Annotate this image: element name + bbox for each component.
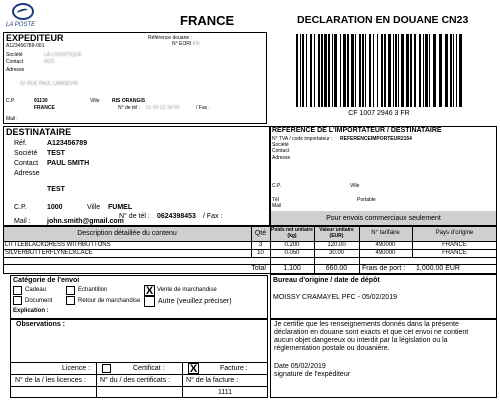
importateur-tva-label: N° TVA / code importateur : [272,136,333,142]
barcode-bar [456,34,457,107]
destinataire-mail-label: Mail : [14,218,31,225]
importateur-mail-label: Mail [272,203,282,209]
barcode-bar [388,34,391,107]
barcode-bar [429,34,430,107]
row-tarifaire: 490000 [375,242,396,248]
barcode-bar [365,34,366,107]
barcode-bar [406,34,409,107]
barcode-bar [310,34,312,107]
row-description: LITTLEBLACKDRESS WITHBUTTONS [5,242,111,248]
facture-num-label: N° de la facture : [186,377,239,384]
certificat-label: Certificat : [133,365,165,372]
vente-checkbox[interactable]: X [145,285,154,297]
barcode-bar [306,34,307,107]
expediteur-tel-label: N° de tél : [118,105,141,111]
barcode-bar [381,34,383,107]
barcode-bar [355,34,356,107]
expediteur-ville-value: RIS ORANGIS [112,98,146,104]
barcode-bar [393,34,394,107]
barcode-bar [369,34,371,107]
frais-label: Frais de port : [362,265,406,272]
certification-text: Je certifie que les renseignements donnés dans la présente déclaration en douane sont exacts et que cet envoi ne contient aucun objet dangereux ou interdit par la législation ou la réglementation postale ou douanière. [274,321,469,352]
licence-num-label: N° de la / les licences : [15,377,86,384]
eori-value: FR [193,41,200,47]
barcode-bar [328,34,330,107]
importateur-portable-label: Portable [357,197,376,203]
barcode-bar [340,34,341,107]
barcode-bar [398,34,399,107]
expediteur-fax-label: / Fax : [196,105,210,111]
total-value: 660.00 [325,265,348,272]
barcode-bar [384,34,386,107]
logo-text: LA POSTE [6,22,36,28]
destinataire-societe-value: TEST [47,150,65,157]
destinataire-ref-label: Réf. [14,140,27,147]
header-poids: Poids net unitaire (kg) [271,227,313,239]
bureau-value: MOISSY CRAMAYEL PFC - 05/02/2019 [273,294,397,301]
importateur-cp-label: C.P. [272,183,282,189]
barcode-bar [359,34,361,107]
destinataire-fax-label: / Fax : [203,213,223,220]
document-checkbox[interactable] [13,296,22,305]
header-valeur: Valeur unitaire (EUR) [319,227,354,239]
barcode-bar [314,34,315,107]
row-tarifaire: 490000 [375,250,396,256]
categorie-title: Catégorie de l'envoi [13,277,80,284]
facture-label: Facture : [220,365,248,372]
barcode-bar [433,34,436,107]
echantillon-checkbox[interactable] [66,286,75,295]
header-qte: Qté [254,230,267,237]
expediteur-account: A123456789-001 [6,43,45,49]
barcode-bar [450,34,452,107]
certification-signature: signature de l'expéditeur [274,371,351,378]
expediteur-contact-label: Contact [6,59,24,65]
barcode-bar [373,34,374,107]
destinataire-cp-value: 1000 [47,204,63,211]
barcode-bar [423,34,424,107]
licence-label: Licence : [62,365,91,372]
ref-douane-label: Référence douane : [148,35,192,41]
row-valeur: 120.00 [327,242,346,248]
barcode-bar [332,34,333,107]
row-poids: 0.200 [284,242,300,248]
cadeau-label: Cadeau [25,287,47,293]
importateur-societe-label: Société [272,142,289,148]
barcode-bar [343,34,346,107]
destinataire-tel-value: 0624398453 [157,213,196,220]
destinataire-ville-label: Ville [87,204,101,211]
barcode-bar [300,34,301,107]
header-pays: Pays d'origine [435,230,474,236]
barcode-bar [377,34,378,107]
destinataire-box [3,126,270,226]
autre-checkbox[interactable] [144,296,155,307]
importateur-tva-value: REFERENCEIMPORTEUR2154 [340,136,412,142]
destinataire-adresse-value: TEST [47,186,65,193]
frais-value: 1,000.00 EUR [416,265,460,272]
importateur-tel-label: Tél [272,197,279,203]
cadeau-checkbox[interactable] [13,286,22,295]
commercial-banner: Pour envois commerciaux seulement [270,211,497,226]
bureau-title: Bureau d'origine / date de dépôt [273,277,380,284]
certification-date: Date 05/02/2019 [274,363,326,370]
row-qte: 3 [258,242,263,248]
expediteur-mail-label: Mail : [6,116,18,122]
expediteur-adresse-value: 52 RUE PAUL LANGEVIN [20,81,79,87]
document-label: Document [25,298,53,304]
barcode-bar [351,34,354,107]
expediteur-adresse-label: Adresse [6,67,25,73]
importateur-contact-label: Contact [272,148,290,154]
retour-label: Retour de marchandise [78,298,141,304]
echantillon-label: Echantillon [78,287,108,293]
importateur-ville-label: Ville [350,183,360,189]
barcode-bar [419,34,421,107]
expediteur-societe-label: Société [6,52,23,58]
header-tarifaire: N° tarifaire [371,230,400,236]
destinataire-adresse-label: Adresse [14,170,40,177]
expediteur-cp-value: 91130 [34,98,48,104]
barcode-bar [395,34,397,107]
document-title: DECLARATION EN DOUANE CN23 [297,14,469,26]
header-description: Description détaillée du contenu [77,230,177,237]
barcode-bar [453,34,454,107]
importateur-adresse-label: Adresse [272,155,291,161]
expediteur-tel-value: 01 69 12 34 56 [146,105,180,111]
retour-checkbox[interactable] [66,296,75,305]
row-poids: 0.050 [284,250,300,256]
facture-num-value: 1111 [217,389,232,396]
row-pays: FRANCE [442,250,467,256]
expediteur-title: EXPEDITEUR [6,33,64,43]
expediteur-ville-label: Ville [90,98,100,104]
barcode-bar [334,34,337,107]
barcode-bar [296,34,298,107]
barcode-bar [362,34,364,107]
barcode-bar [302,34,304,107]
total-weight: 1.100 [283,265,301,272]
autre-label: Autre (veuillez préciser) [158,298,232,305]
expediteur-contact-value: RDC [44,59,55,65]
row-qte: 10 [257,250,264,256]
barcode-bar [414,34,416,107]
expediteur-pays-value: FRANCE [34,105,55,111]
row-valeur: 30.00 [328,250,344,256]
licence-checkbox[interactable] [102,364,111,373]
destinataire-contact-value: PAUL SMITH [47,160,90,167]
barcode [294,34,464,107]
eori-label: N° EORI : [172,41,195,47]
destinataire-cp-label: C.P. [14,204,27,211]
destinataire-tel-label: N° de tél : [119,213,150,220]
barcode-bar [445,34,448,107]
expediteur-cp-label: C.P. [6,98,16,104]
barcode-bar [318,34,320,107]
destinataire-societe-label: Société [14,150,38,157]
total-label: Total [251,265,266,272]
destinataire-title: DESTINATAIRE [6,127,72,137]
certificat-num-label: N° du / des certificats : [100,377,171,384]
destinataire-ref-value: A123456789 [47,140,88,147]
destinataire-mail-value: john.smith@gmail.com [47,218,124,225]
importateur-title: REFERENCE DE L'IMPORTATEUR / DESTINATAIRE [272,127,442,134]
barcode-bar [459,34,462,107]
row-description: SILVERBUTTERFLYNECKLACE [5,250,93,256]
barcode-bar [347,34,349,107]
facture-checkbox[interactable]: X [189,363,198,375]
expediteur-societe-value: LA LOGISTIQUE [44,52,82,58]
barcode-bar [324,34,327,107]
logo-bird-icon [12,3,34,20]
row-pays: FRANCE [442,242,467,248]
barcode-bar [425,34,428,107]
explication-label: Explication : [13,308,49,314]
country-title: FRANCE [180,13,235,28]
observations-title: Observations : [16,321,66,328]
barcode-bar [439,34,442,107]
vente-label: Vente de marchandise [157,287,217,293]
destinataire-contact-label: Contact [14,160,39,167]
destinataire-ville-value: FUMEL [108,204,133,211]
barcode-bar [401,34,404,107]
barcode-text: CF 1007 2946 3 FR [348,110,410,117]
barcode-bar [321,34,323,107]
barcode-bar [410,34,412,107]
